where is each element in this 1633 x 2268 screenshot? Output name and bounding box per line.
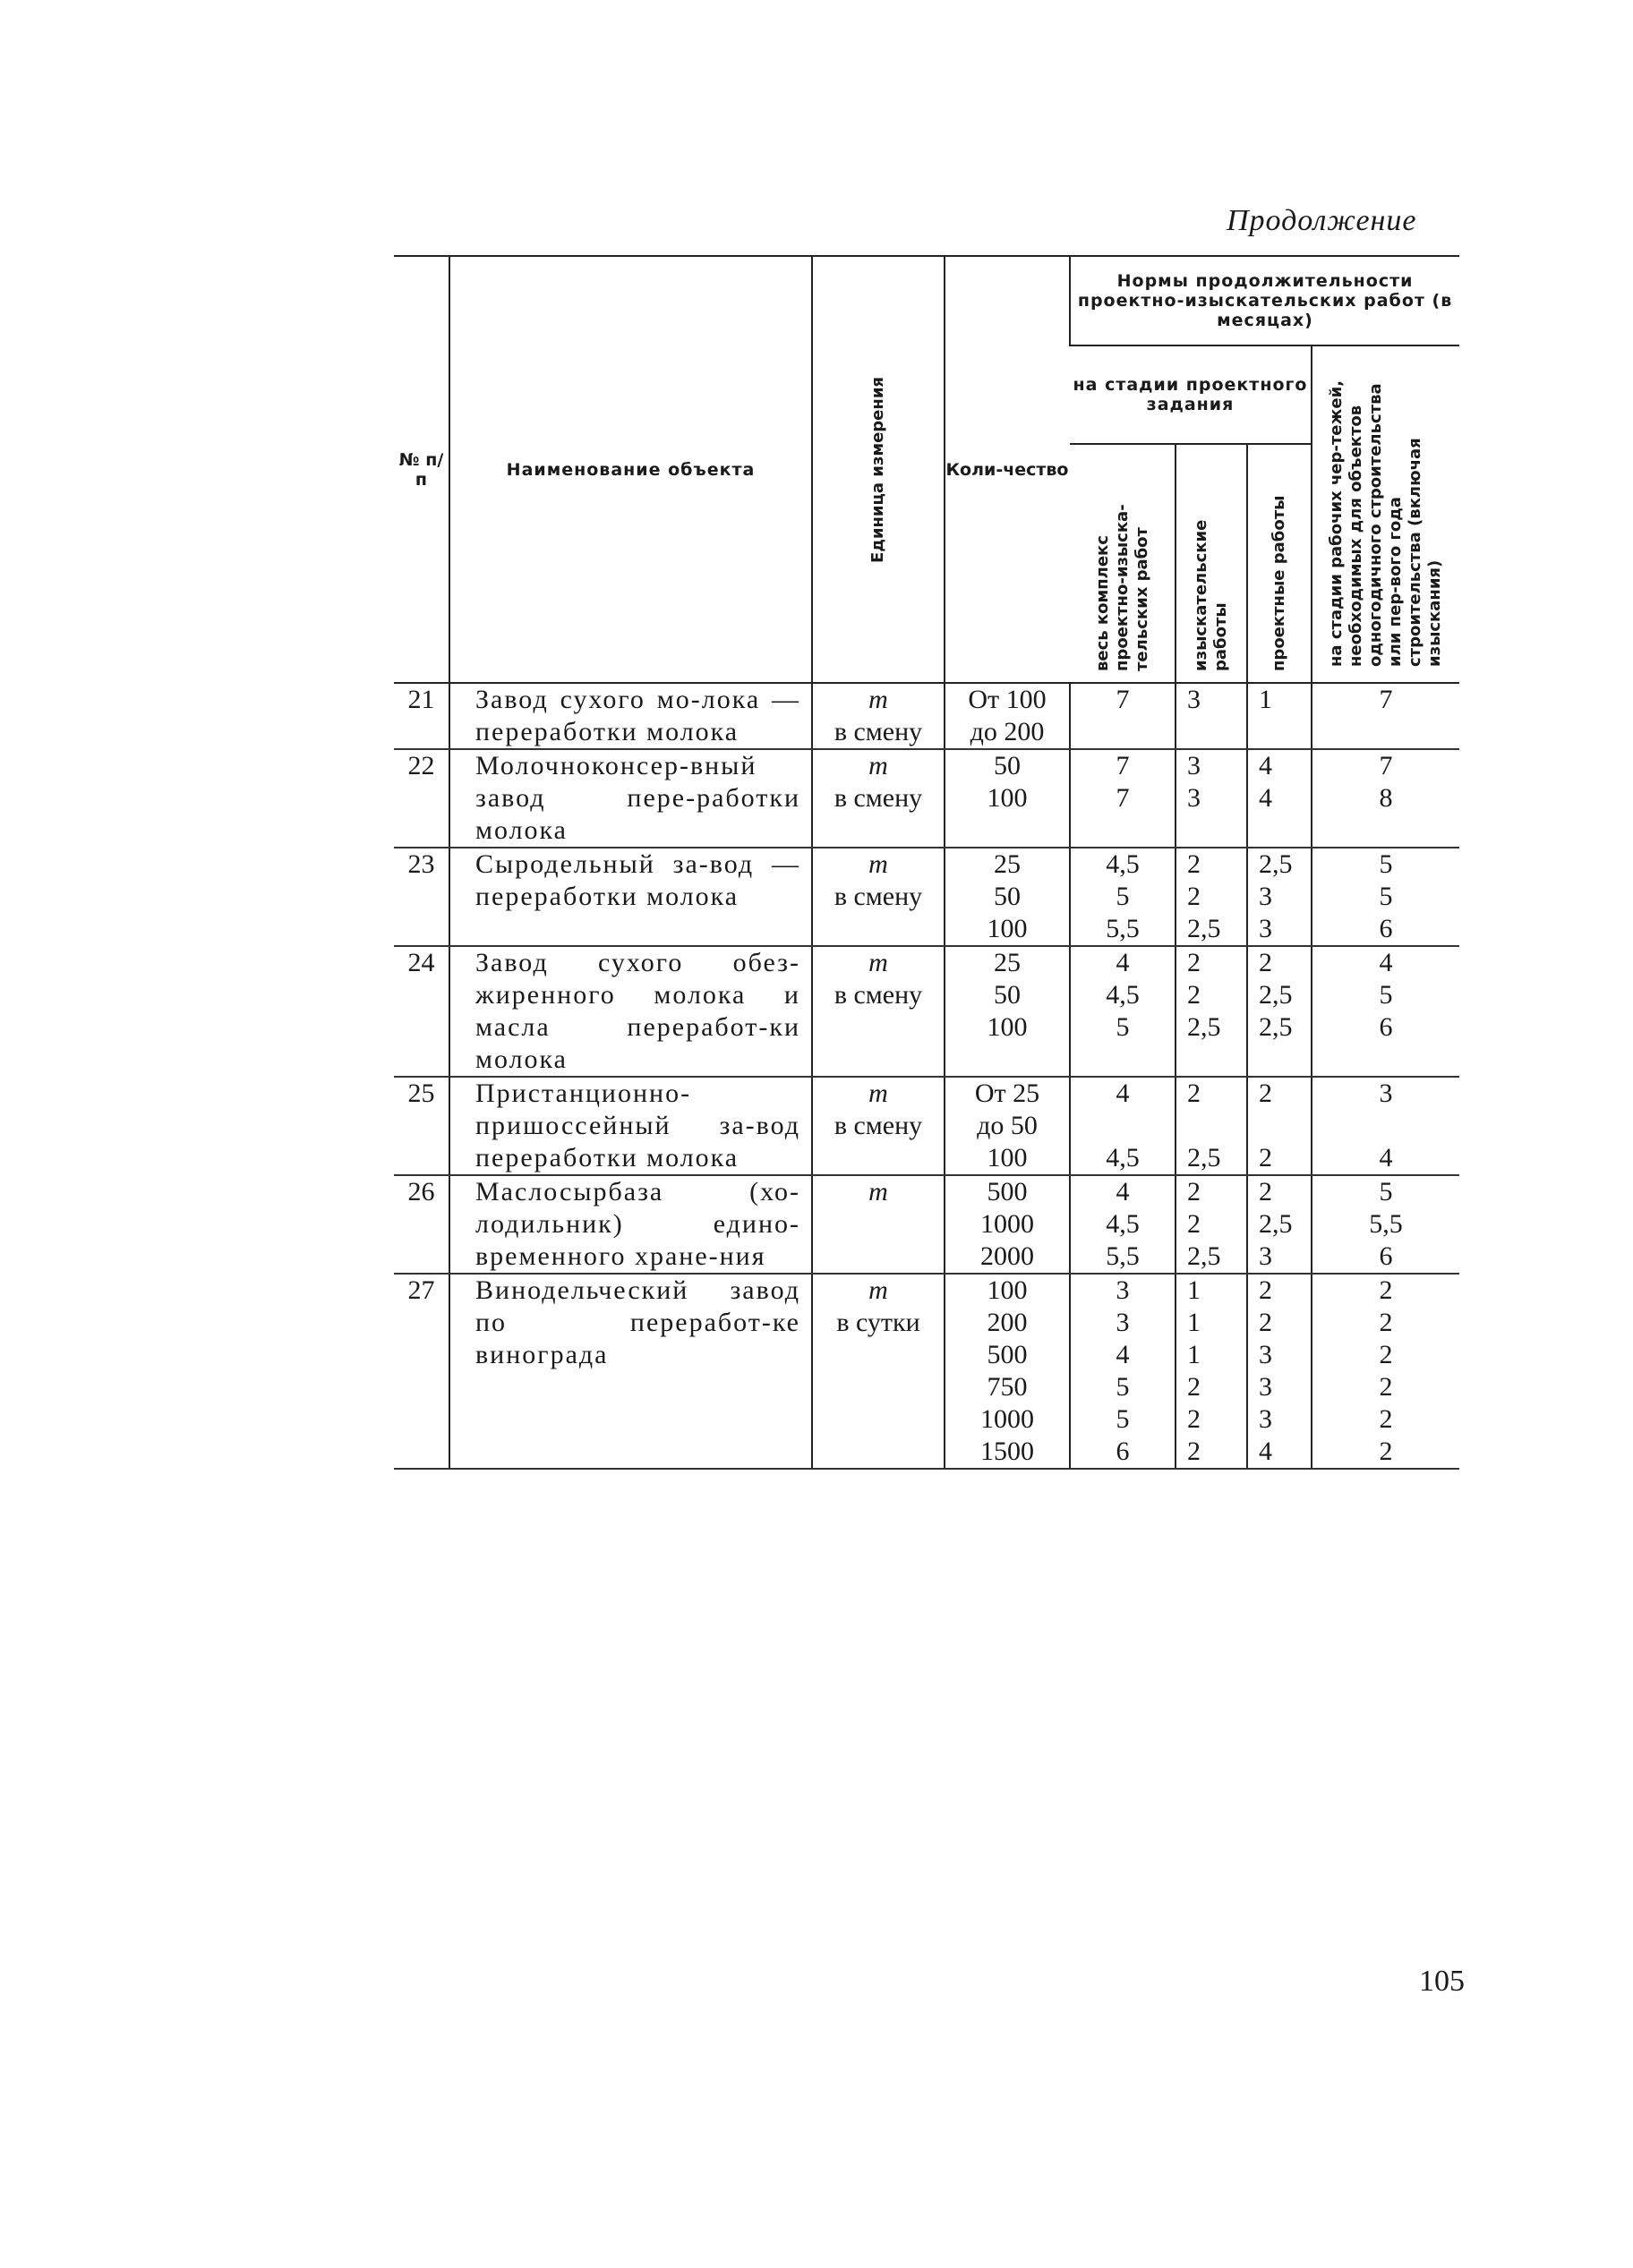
unit-cell	[812, 946, 945, 1077]
cell-value: 2	[1187, 1372, 1201, 1402]
table-row	[394, 848, 1459, 946]
cell-value: 2,5	[1259, 1012, 1293, 1042]
cell-value: до 200	[970, 717, 1045, 746]
cell-value: 7	[1379, 685, 1393, 714]
cell-value: 100	[987, 1275, 1028, 1305]
cell-value: 2	[1259, 1079, 1272, 1108]
cell-value: 2	[1187, 1404, 1201, 1434]
cell-value: 3	[1259, 1340, 1272, 1369]
working-drawings-cell	[1312, 749, 1459, 848]
cell-value: до 50	[977, 1111, 1038, 1140]
unit-text: в сутки	[836, 1308, 920, 1337]
object-name: Винодельческий завод по переработ-ке винограда	[449, 1274, 812, 1469]
working-drawings-cell	[1312, 1077, 1459, 1175]
all-works-cell	[1070, 1077, 1176, 1175]
row-number: 26	[394, 1175, 449, 1274]
cell-value: 3	[1187, 685, 1201, 714]
all-works-cell	[1070, 848, 1176, 946]
cell-value: 100	[987, 1012, 1028, 1042]
cell-value: 2,5	[1187, 1012, 1221, 1042]
header-unit	[812, 256, 945, 683]
cell-value	[1071, 1110, 1175, 1142]
cell-value: 500	[987, 1177, 1028, 1206]
cell-value: 4	[1116, 948, 1130, 977]
cell-value: 3	[1187, 783, 1201, 813]
cell-value: 750	[987, 1372, 1028, 1402]
unit-symbol: т	[868, 1275, 888, 1305]
quantity-cell	[945, 749, 1070, 848]
cell-value: 2	[1187, 980, 1201, 1010]
cell-value: 1	[1187, 1275, 1201, 1305]
cell-value: 1000	[980, 1404, 1034, 1434]
unit-cell	[812, 848, 945, 946]
cell-value: 5	[1379, 1177, 1393, 1206]
cell-value: 2	[1379, 1404, 1393, 1434]
unit-symbol: т	[868, 849, 888, 879]
header-num: № п/п	[394, 256, 449, 683]
cell-value: 2	[1379, 1437, 1393, 1466]
header-all	[1070, 444, 1176, 683]
unit-cell	[812, 1274, 945, 1469]
all-works-cell	[1070, 946, 1176, 1077]
cell-value: 4	[1379, 948, 1393, 977]
cell-value: 6	[1379, 914, 1393, 943]
working-drawings-cell	[1312, 946, 1459, 1077]
cell-value: 2	[1187, 1079, 1201, 1108]
cell-value: 3	[1259, 882, 1272, 911]
header-survey-text: изыскательские работы	[1192, 519, 1230, 671]
object-name: Маслосырбаза (хо-лодильник) едино-временного хране-ния	[449, 1175, 812, 1274]
project-works-cell	[1247, 848, 1312, 946]
cell-value: 5,5	[1106, 1241, 1140, 1271]
cell-value: 4,5	[1106, 1143, 1140, 1172]
table-row	[394, 1077, 1459, 1175]
cell-value: 3	[1259, 914, 1272, 943]
cell-value: 4	[1116, 1079, 1130, 1108]
header-survey	[1176, 444, 1247, 683]
quantity-cell	[945, 848, 1070, 946]
header-project-text: проектные работы	[1270, 495, 1288, 671]
cell-value: 2	[1187, 1437, 1201, 1466]
cell-value: 100	[987, 914, 1028, 943]
quantity-cell	[945, 1175, 1070, 1274]
quantity-cell	[945, 946, 1070, 1077]
table-row	[394, 683, 1459, 749]
row-number: 22	[394, 749, 449, 848]
cell-value: 4	[1116, 1340, 1130, 1369]
cell-value: 25	[994, 948, 1021, 977]
unit-symbol: т	[868, 1177, 888, 1206]
cell-value: 2	[1187, 882, 1201, 911]
all-works-cell	[1070, 749, 1176, 848]
survey-works-cell	[1176, 749, 1247, 848]
cell-value: 2	[1187, 1209, 1201, 1239]
cell-value: 5	[1379, 849, 1393, 879]
table-row	[394, 1274, 1459, 1469]
quantity-cell	[945, 683, 1070, 749]
object-name: Пристанционно-пришоссейный за-вод переработки молока	[449, 1077, 812, 1175]
cell-value: 5	[1379, 882, 1393, 911]
cell-value: 2	[1187, 948, 1201, 977]
survey-works-cell	[1176, 946, 1247, 1077]
table-row	[394, 946, 1459, 1077]
quantity-cell	[945, 1274, 1070, 1469]
unit-cell	[812, 683, 945, 749]
quantity-cell	[945, 1077, 1070, 1175]
cell-value	[1187, 1110, 1246, 1142]
cell-value: 4	[1379, 1143, 1393, 1172]
cell-value: 100	[987, 783, 1028, 813]
survey-works-cell	[1176, 848, 1247, 946]
cell-value: От 100	[968, 685, 1047, 714]
cell-value: 2	[1379, 1308, 1393, 1337]
survey-works-cell	[1176, 683, 1247, 749]
project-works-cell	[1247, 749, 1312, 848]
cell-value: От 25	[974, 1079, 1040, 1108]
cell-value: 2	[1259, 1275, 1272, 1305]
cell-value: 2	[1187, 1177, 1201, 1206]
unit-symbol: т	[868, 751, 888, 780]
cell-value: 7	[1116, 751, 1130, 780]
header-unit-text: Единица измерения	[868, 376, 887, 563]
cell-value: 5	[1116, 1404, 1130, 1434]
object-name: Завод сухого мо-лока — переработки молока	[449, 683, 812, 749]
header-stage-project: на стадии проектного задания	[1070, 345, 1312, 444]
cell-value: 4	[1259, 1437, 1272, 1466]
header-working	[1312, 345, 1459, 683]
working-drawings-cell	[1312, 848, 1459, 946]
all-works-cell	[1070, 1274, 1176, 1469]
header-project	[1247, 444, 1312, 683]
unit-symbol: т	[868, 948, 888, 977]
cell-value: 2,5	[1259, 849, 1293, 879]
cell-value: 6	[1379, 1012, 1393, 1042]
project-works-cell	[1247, 1175, 1312, 1274]
cell-value: 5,5	[1369, 1209, 1403, 1239]
unit-text: в смену	[834, 980, 923, 1010]
cell-value: 2,5	[1187, 1241, 1221, 1271]
cell-value: 50	[994, 751, 1021, 780]
cell-value: 100	[987, 1143, 1028, 1172]
cell-value: 3	[1259, 1241, 1272, 1271]
cell-value: 3	[1116, 1275, 1130, 1305]
all-works-cell	[1070, 683, 1176, 749]
row-number: 21	[394, 683, 449, 749]
cell-value: 8	[1379, 783, 1393, 813]
working-drawings-cell	[1312, 1175, 1459, 1274]
cell-value: 1	[1187, 1308, 1201, 1337]
project-works-cell	[1247, 946, 1312, 1077]
object-name: Молочноконсер-вный завод пере-работки молока	[449, 749, 812, 848]
cell-value: 5	[1116, 1012, 1130, 1042]
unit-cell	[812, 749, 945, 848]
unit-text: в смену	[834, 882, 923, 911]
cell-value: 2	[1259, 1177, 1272, 1206]
cell-value: 1500	[980, 1437, 1034, 1466]
project-works-cell	[1247, 1274, 1312, 1469]
cell-value: 4,5	[1106, 849, 1140, 879]
header-name: Наименование объекта	[449, 256, 812, 683]
unit-cell	[812, 1175, 945, 1274]
cell-value: 2	[1259, 1308, 1272, 1337]
cell-value: 6	[1379, 1241, 1393, 1271]
cell-value: 2,5	[1259, 980, 1293, 1010]
working-drawings-cell	[1312, 1274, 1459, 1469]
cell-value: 50	[994, 882, 1021, 911]
cell-value	[1259, 1110, 1311, 1142]
continuation-label: Продолжение	[1227, 204, 1417, 237]
unit-text: в смену	[834, 1111, 923, 1140]
cell-value: 3	[1116, 1308, 1130, 1337]
row-number: 25	[394, 1077, 449, 1175]
cell-value: 6	[1116, 1437, 1130, 1466]
cell-value: 2	[1379, 1275, 1393, 1305]
cell-value: 2,5	[1259, 1209, 1293, 1239]
project-works-cell	[1247, 1077, 1312, 1175]
cell-value: 3	[1379, 1079, 1393, 1108]
object-name: Сыродельный за-вод — переработки молока	[449, 848, 812, 946]
cell-value: 2	[1259, 948, 1272, 977]
cell-value: 2	[1379, 1340, 1393, 1369]
project-works-cell	[1247, 683, 1312, 749]
cell-value: 5	[1116, 882, 1130, 911]
header-norms: Нормы продолжительности проектно-изыскательских работ (в месяцах)	[1070, 256, 1459, 345]
norms-table	[394, 255, 1459, 1470]
header-working-text: на стадии рабочих чер-тежей, необходимых для объектов одногодичного строительства или пер-вого года строительства (включая изыскания)	[1327, 379, 1445, 667]
row-number: 23	[394, 848, 449, 946]
all-works-cell	[1070, 1175, 1176, 1274]
unit-text: в смену	[834, 783, 923, 813]
cell-value: 4,5	[1106, 980, 1140, 1010]
table-row	[394, 1175, 1459, 1274]
unit-cell	[812, 1077, 945, 1175]
cell-value: 7	[1116, 685, 1130, 714]
cell-value: 3	[1259, 1404, 1272, 1434]
survey-works-cell	[1176, 1175, 1247, 1274]
cell-value	[1312, 1110, 1459, 1142]
header-all-text: весь комплекс проектно-изыска-тельских работ	[1092, 503, 1151, 671]
cell-value: 1	[1259, 685, 1272, 714]
working-drawings-cell	[1312, 683, 1459, 749]
cell-value: 4	[1259, 751, 1272, 780]
cell-value: 2	[1379, 1372, 1393, 1402]
cell-value: 5	[1116, 1372, 1130, 1402]
table-row	[394, 749, 1459, 848]
survey-works-cell	[1176, 1274, 1247, 1469]
cell-value: 5,5	[1106, 914, 1140, 943]
row-number: 24	[394, 946, 449, 1077]
cell-value: 2,5	[1187, 1143, 1221, 1172]
cell-value: 4	[1116, 1177, 1130, 1206]
cell-value: 500	[987, 1340, 1028, 1369]
unit-symbol: т	[868, 1079, 888, 1108]
cell-value: 1	[1187, 1340, 1201, 1369]
unit-text: в смену	[834, 717, 923, 746]
cell-value: 1000	[980, 1209, 1034, 1239]
cell-value: 5	[1379, 980, 1393, 1010]
cell-value: 200	[987, 1308, 1028, 1337]
cell-value: 4,5	[1106, 1209, 1140, 1239]
header-qty: Коли-чество	[945, 256, 1070, 683]
cell-value: 7	[1379, 751, 1393, 780]
cell-value: 3	[1259, 1372, 1272, 1402]
survey-works-cell	[1176, 1077, 1247, 1175]
page-number: 105	[1419, 1965, 1465, 1998]
row-number: 27	[394, 1274, 449, 1469]
cell-value: 25	[994, 849, 1021, 879]
object-name: Завод сухого обез-жиренного молока и масла переработ-ки молока	[449, 946, 812, 1077]
cell-value: 2	[1259, 1143, 1272, 1172]
cell-value: 2000	[980, 1241, 1034, 1271]
unit-symbol: т	[868, 685, 888, 714]
cell-value: 4	[1259, 783, 1272, 813]
cell-value: 7	[1116, 783, 1130, 813]
cell-value: 50	[994, 980, 1021, 1010]
cell-value: 2	[1187, 849, 1201, 879]
table-body	[394, 683, 1459, 1469]
cell-value: 3	[1187, 751, 1201, 780]
cell-value: 2,5	[1187, 914, 1221, 943]
